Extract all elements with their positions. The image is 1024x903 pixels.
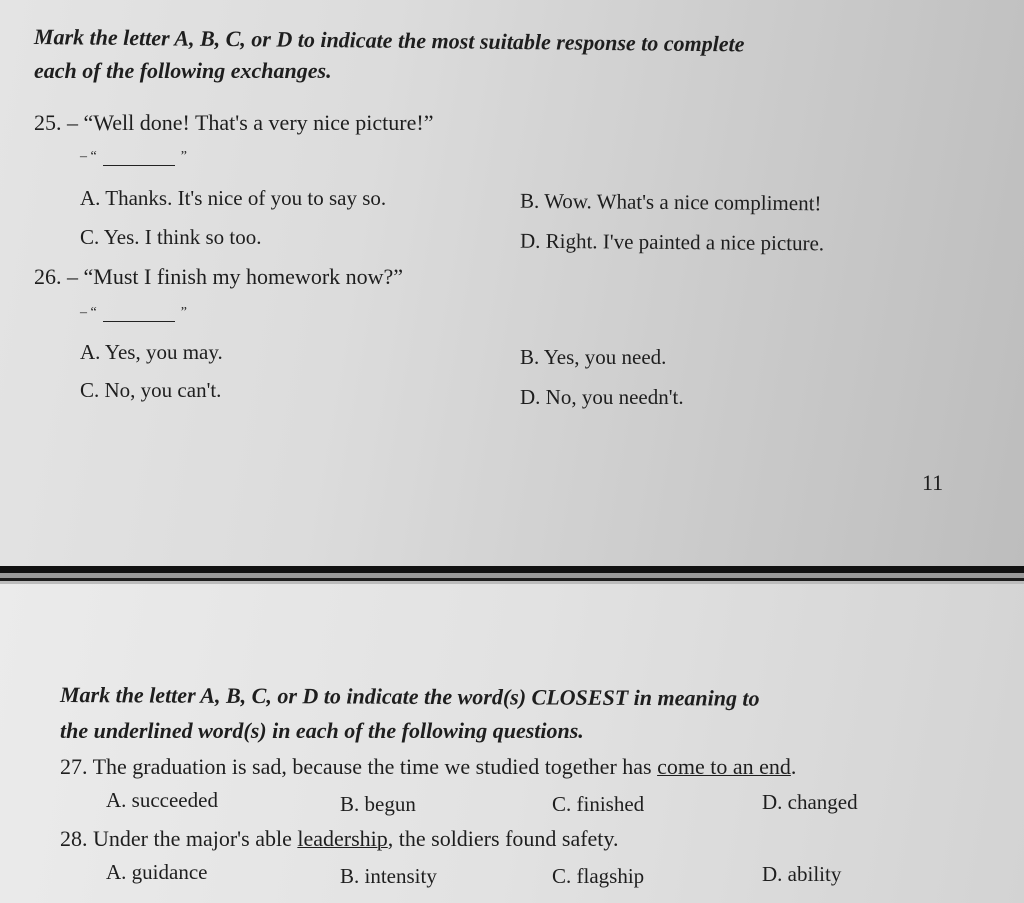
question-text: 27. The graduation is sad, because the time we studied together has bbox=[60, 754, 658, 779]
question-28 bbox=[60, 826, 619, 852]
option-28-d: D. ability bbox=[762, 862, 842, 886]
option-26-b: B. Yes, you need. bbox=[520, 345, 667, 369]
question-prompt: – “Must I finish my homework now?” bbox=[67, 264, 404, 289]
option-26-a: A. Yes, you may. bbox=[80, 340, 223, 364]
question-prompt: – “Well done! That's a very nice picture!” bbox=[67, 110, 434, 135]
question-27 bbox=[60, 754, 796, 780]
option-26-c: C. No, you can't. bbox=[80, 378, 222, 402]
option-26-d: D. No, you needn't. bbox=[520, 385, 684, 409]
page-divider-thick bbox=[0, 566, 1024, 573]
question-text-end: . bbox=[790, 754, 797, 779]
option-28-c: C. flagship bbox=[552, 864, 645, 888]
option-27-a: A. succeeded bbox=[106, 788, 218, 812]
question-26 bbox=[34, 264, 403, 290]
bottom-page bbox=[0, 584, 1024, 903]
blank-line bbox=[103, 303, 175, 322]
instruction-line-2: the underlined word(s) in each of the following questions. bbox=[60, 718, 584, 743]
option-27-c: C. finished bbox=[552, 792, 645, 816]
underlined-phrase: leadership bbox=[297, 826, 388, 851]
page-number: 11 bbox=[922, 470, 944, 495]
question-25 bbox=[34, 110, 433, 136]
reply-open: – “ bbox=[80, 305, 97, 320]
instruction-line-1: Mark the letter A, B, C, or D to indicate the most suitable response to complete bbox=[33, 24, 745, 57]
blank-line bbox=[103, 147, 175, 166]
underlined-phrase: come to an end bbox=[657, 754, 791, 779]
instruction-line-1: Mark the letter A, B, C, or D to indicate the word(s) CLOSEST in meaning to bbox=[59, 682, 760, 711]
option-27-b: B. begun bbox=[340, 792, 416, 816]
question-number: 26. bbox=[34, 264, 62, 289]
option-25-d: D. Right. I've painted a nice picture. bbox=[519, 228, 825, 256]
option-25-b: B. Wow. What's a nice compliment! bbox=[519, 188, 822, 216]
reply-close: ” bbox=[180, 305, 187, 320]
reply-open: – “ bbox=[80, 149, 97, 164]
option-25-a: A. Thanks. It's nice of you to say so. bbox=[80, 186, 387, 210]
reply-close: ” bbox=[180, 149, 187, 164]
question-text: 28. Under the major's able bbox=[60, 826, 298, 851]
question-text-end: , the soldiers found safety. bbox=[387, 826, 619, 851]
answer-blank-26 bbox=[80, 302, 187, 328]
instruction-line-2: each of the following exchanges. bbox=[34, 58, 332, 83]
answer-blank-25 bbox=[80, 146, 187, 172]
question-number: 25. bbox=[34, 110, 62, 135]
option-28-b: B. intensity bbox=[340, 864, 437, 888]
option-27-d: D. changed bbox=[762, 790, 858, 814]
option-28-a: A. guidance bbox=[106, 860, 208, 884]
option-25-c: C. Yes. I think so too. bbox=[80, 225, 262, 249]
